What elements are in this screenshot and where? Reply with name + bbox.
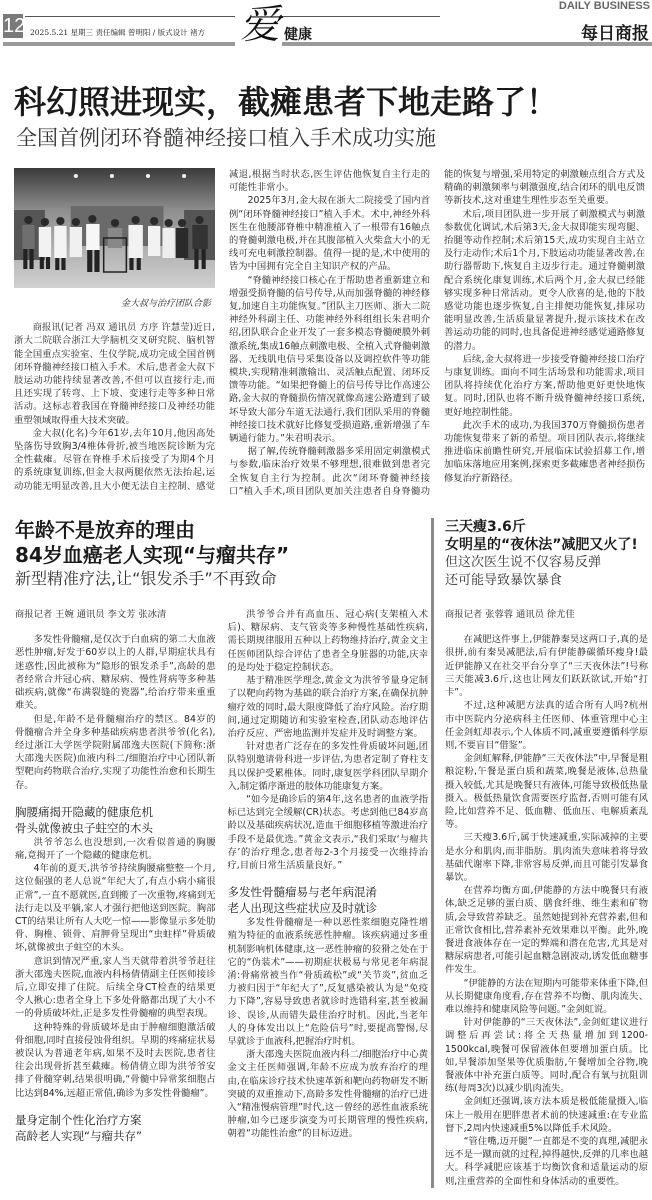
paragraph: 后续,金大叔将进一步接受脊髓神经接口治疗与康复训练。面向不同生活场景和功能需求,项目团队将持续优化治疗方案,帮助他更好更快地恢复。同时,团队也将不断升级脊髓神经接口系统,更好地控制性能。 (444, 353, 645, 418)
paragraph: 浙大邵逸夫医院血液内科二/细胞治疗中心黄金文主任医师强调,年龄不应成为放弃治疗的理由,在临床诊疗技术快速革新和靶向药物研发不断突破的双重推动下,高龄多发性骨髓瘤的治疗已进入“精准慢病管理”时代,这一曾经的恶性血液系统肿瘤,如今已逐步演变为可长期管理的慢性疾病,朝着“功能性治愈”的目标迈进。 (227, 1049, 428, 1140)
article2 (15, 518, 428, 1188)
photo-caption: 金大叔与治疗团队合影 (120, 299, 211, 309)
article3 (445, 518, 648, 1188)
paragraph: “管住嘴,迈开腿”一直都是不变的真理,减肥永远不是一蹴而就的过程,掉得越快,反弹的几率也越大。科学减肥应该基于均衡饮食和适量运动的原则,注重营养的全面性和身体活动的重要性。 (445, 1136, 648, 1187)
byline: 商报记者 张蓉蓉 通讯员 徐尤佳 (445, 609, 575, 621)
lower-section (0, 498, 652, 1200)
paragraph: 洪爷爷合并有高血压、冠心病(支架植入术后)、糖尿病、支气管炎等多种慢性基础性疾病,需长期规律服用五种以上药物维持治疗,黄金文主任医师团队综合评估了患者全身脏器的功能,庆幸的是均处于稳定控制状态。 (227, 609, 428, 673)
article2-headline-line2: 84岁血癌老人实现“与瘤共存” (15, 543, 290, 568)
article3-subheadline-line2: 还可能导致暴饮暴食 (445, 573, 563, 589)
paragraph: 多发性骨髓瘤是一种以恶性浆细胞克隆性增殖为特征的血液系统恶性肿瘤。该疾病通过多重机制影响机体健康,这一恶性肿瘤的狡猾之处在于它的“伪装术”——初期症状极易与常见老年病混淆:骨痛常被当作“骨质疏松”或“关节炎”,贫血乏力被归因于“年纪大了”,反复感染被认为是“免疫力下降”,容易导致患者就诊时选错科室,甚至被漏诊、误诊,从而错失最佳治疗时机。因此,当老年人的身体发出以上“危险信号”时,要提高警惕,尽早就诊于血液科,把握治疗时机。 (227, 917, 428, 1047)
page-number: 12 (3, 15, 26, 37)
subheading: 多发性骨髓瘤易与老年病混淆 (227, 885, 377, 900)
paragraph: 针对患者广泛存在的多发性骨质破坏问题,团队特别邀请骨科进一步评估,为患者定制了脊柱支具以保护受累椎体。同时,康复医学科团队早期介入,制定循序渐进的肢体功能康复方案。 (227, 741, 428, 792)
paragraph: “伊能静的方法在短期内可能带来体重下降,但从长期健康角度看,存在营养不均衡、肌肉流失、难以维持和健康风险等问题。”金剑虹说。 (445, 977, 649, 1015)
header-rule (282, 16, 440, 17)
section-name: 健康 (284, 27, 312, 43)
paragraph: 但是,年龄不是骨髓瘤治疗的禁区。84岁的骨髓瘤合并全身多种基础疾病患者洪爷爷(化名),经过浙江大学医学院附属邵逸夫医院(下简称:浙大邵逸夫医院)血液内科二/细胞治疗中心团队新型靶向药物联合治疗,实现了功能性治愈和长期生存。 (15, 713, 216, 791)
article1-subheadline: 全国首例闭环脊髓神经接口植入手术成功实施 (16, 126, 436, 150)
column-divider (431, 518, 434, 1188)
article2-headline-line1: 年龄不是放弃的理由 (15, 518, 195, 543)
paragraph: 多发性骨髓瘤,是仅次于白血病的第二大血液恶性肿瘤,好发于60岁以上的人群,早期症状具有迷惑性,因此被称为“隐形的银发杀手”,高龄的患者经常合并冠心病、糖尿病、慢性肾病等多种基础疾病,就像“布满裂缝的瓷器”,给治疗带来重重难关。 (15, 634, 216, 712)
header-rule (25, 16, 235, 17)
dateline: 2025.5.21 星期三 责任编辑 曾明阳 / 版式设计 褚方 (30, 28, 206, 37)
article3-headline-line1: 三天瘦3.6斤 (445, 519, 526, 536)
paragraph: 针对伊能静的“三天夜休法”,金剑虹建议进行调整后再尝试:将全天热量增加到1200-1500kcal,晚餐可保留液体但要增加蛋白质。比如,早餐添加坚果等优质脂肪,午餐增加全谷物,晚餐液体中补充蛋白质等。同时,配合有氧与抗阻训练(每周3次)以减少肌肉流失。 (445, 1017, 648, 1095)
paragraph: 此次手术的成功,为我国370万脊髓损伤患者功能恢复带来了新的希望。项目团队表示,将继续推进临床前瞻性研究,开展临床试验招募工作,增加临床落地应用案例,探索更多截瘫患者神经损伤修复治疗新路径。 (444, 419, 645, 484)
paragraph: 这种特殊的骨质破坏是由于肿瘤细胞激活破骨细胞,同时直接侵蚀骨组织。早期的疼痛症状易被误认为普通老年病,如果不及时去医院,患者往往会出现骨折甚至截瘫。杨倩倩立即为洪爷爷安排了骨髓穿刺,结果很明确,“骨髓中异常浆细胞占比达到84%,远超正常值,确诊为多发性骨髓瘤”。 (15, 1021, 216, 1099)
article1 (0, 56, 652, 498)
subheading: 量身定制个性化治疗方案 (15, 1112, 142, 1127)
paragraph: 金剑虹还强调,该方法本质是极低能量摄入,临床上一般用在肥胖患者术前的快速减重:在专业监督下,2周内快速减重5%以降低手术风险。 (445, 1096, 648, 1134)
paragraph: 术后,项目团队进一步开展了刺激模式与刺激参数优化调试,术后第3天,金大叔即能实现弯腿、抬腿等动作控制;术后第15天,成功实现自主站立及行走动作;术后1个月,下肢运动功能显著改善,在助行器帮助下,恢复自主迈步行走。通过脊髓刺激配合系统化康复训练,术后两个月,金大叔已经能够实现多种日常活动。更令人欣喜的是,他的下肢感觉功能也逐步恢复,自主排便功能恢复,排尿功能明显改善,生活质量显著提升,提示该技术在改善运动功能的同时,也具备促进神经感觉通路修复的潜力。 (444, 208, 645, 352)
section-logo-mark: 爱 (240, 2, 280, 48)
paragraph: “如今是确诊后的第4年,这名患者的血液学指标已达到完全缓解(CR)状态。考虑到他已84岁高龄以及基础疾病状况,造血干细胞移植等激进治疗手段不是最优选。”黄金文表示,“我们采取‘与瘤共存’的治疗理念,患者每2-3个月接受一次维持治疗,目前日常生活质量良好。” (227, 793, 428, 871)
paragraph: 意识到情况严重,家人当天就带着洪爷爷赶往浙大邵逸夫医院,血液内科杨倩倩副主任医师接诊后,立即安排了住院。后续全身CT检查的结果更令人揪心:患者全身上下多处骨骼都出现了大小不一的骨质破坏灶,正是多发性骨髓瘤的典型表现。 (15, 955, 216, 1020)
paragraph: 金剑虹解释,伊能静“三天夜休法”中,早餐是粗粮淀粉,午餐是蛋白质和蔬菜,晚餐是液体,总热量摄入较低,尤其是晚餐只有液体,可能导致极低热量摄入。极低热量饮食需要医疗监督,否则可能有风险,比如营养不足、低血糖、低血压、电解质紊乱等。 (445, 753, 648, 831)
paragraph: 商报讯(记者 冯双 通讯员 方序 许慧莹)近日,浙大二院联合浙江大学脑机交叉研究院、脑机智能全国重点实验室、生仪学院,成功完成全国首例闭环脊髓神经接口植入手术。术后,患者金大叔下肢运动功能持续显著改善,不但可以直接行走,而且还实现了转弯、上下坡、变速行走等多种日常活动。这标志着我国在脊髓神经接口及神经功能重塑领域取得重大技术突破。 (14, 322, 215, 426)
team-group-photo (14, 168, 215, 288)
paragraph: 不过,这种减肥方法真的适合所有人吗?杭州市中医院内分泌病科主任医师、体重管理中心主任金剑虹却表示,个人体质不同,减重要遵循科学原则,不要盲目“借鉴”。 (445, 700, 648, 751)
paragraph: 在营养均衡方面,伊能静的方法中晚餐只有液体,缺乏足够的蛋白质、膳食纤维、维生素和矿物质,会导致营养缺乏。虽然她提到补充营养素,但和正常饮食相比,营养素补充效果难以平衡。此外,晚餐进食液体存在一定的弊端和潜在危害,尤其是对糖尿病患者,可能引起血糖急剧波动,诱发低血糖事件发生。 (445, 885, 648, 976)
header-bar (3, 42, 235, 46)
article1-headline: 科幻照进现实，截瘫患者下地走路了！ (14, 83, 559, 121)
byline: 商报记者 王婉 通讯员 李文芳 张冰清 (15, 609, 167, 621)
article3-headline-line2: 女明星的“夜休法”减肥又火了! (445, 537, 638, 554)
brand-english: DAILY BUSINESS (558, 0, 650, 12)
paragraph: 基于精准医学理念,黄金文为洪爷爷量身定制了以靶向药物为基础的联合治疗方案,在确保抗肿瘤疗效的同时,最大限度降低了治疗风险。治疗期间,通过定期随访和实验室检查,团队动态地评估治疗反应、严密地监测并发症并及时调整方案。 (227, 675, 428, 739)
paragraph: 在减肥这件事上,伊能静秦昊这两口子,真的是很拼,前有秦昊减肥法,后有伊能静碳循环瘦身!最近伊能静又在社交平台分享了“三天夜休法”!号称三天能减3.6斤,这也让网友们跃跃欲试,开始“打卡”。 (445, 634, 648, 699)
article2-body (15, 608, 428, 1144)
subheading: 高龄老人实现“与瘤共存” (15, 1128, 142, 1143)
masthead (0, 0, 652, 56)
paragraph: 金大叔(化名)今年61岁,去年10月,他因高处坠落伤导致胸3/4椎体骨折,被当地医院诊断为完全性截瘫。尽管在脊椎手术后接受了为期4个月的系统康复训练,但金大叔两腿依然无法抬起,运动功能无明显改善,且大小便无法自主控制、感觉减退,根据当时状态,医生评估他恢复自主行走的可能性非常小。 (14, 169, 430, 492)
article2-subheadline: 新型精准疗法,让“银发杀手”不再致命 (15, 569, 277, 589)
article1-body (14, 168, 645, 498)
article3-body (445, 608, 648, 1188)
subheading: 老人出现这些症状应及时就诊 (227, 901, 377, 916)
paragraph: “脊髓神经接口核心在于帮助患者重新建立和增强受损脊髓的信号传导,从而加强脊髓的神经修复,加速自主功能恢复。”团队主刀医师、浙大二院神经外科副主任、功能神经外科组组长朱君明介绍,团队联合企业开发了一套多模态脊髓硬膜外刺激系统,集成16触点刺激电极、全植入式脊髓刺激器、无线肌电信号采集设备以及调控软件等功能模块,实现精准刺激输出、灵活触点配置、闭环反馈等功能。“如果把脊髓上的信号传导比作高速公路,金大叔的脊髓损伤情况就像高速公路遭到了破坏导致大部分车道无法通行,我们团队采用的脊髓神经接口技术就好比修复受损道路,重新增强了车辆通行能力。”朱君明表示。 (229, 274, 430, 445)
paragraph: 三天瘦3.6斤,属于快速减重,实际减掉的主要是水分和肌肉,而非脂肪。肌肉流失意味着将导致基础代谢率下降,非常容易反弹,而且可能引发暴食暴饮。 (445, 832, 648, 883)
brand-logo: 每日商报 (581, 24, 649, 44)
paragraph: 4年前的夏天,洪爷爷持续胸腰痛整整一个月,这位倔强的老人总说“年纪大了,有点小病小痛很正常”,一直不愿就医,直到搬了一次重物,疼痛到无法行走以及平躺,家人才强行把他送到医院。胸部CT的结果让所有人大吃一惊——影像显示多处肋骨、胸椎、锁骨、肩胛骨呈现出“虫蛀样”骨质破坏,就像被虫子蛀空的木头。 (15, 863, 216, 954)
paragraph: 据了解,传统脊髓刺激器多采用固定刺激模式与参数,临床治疗效果不够理想,很难做到患者完全恢复自主行为控制。此次“闭环脊髓神经接口”植入手术,项目团队更加关注患者自身脊髓功能的恢复与增强,采用特定的刺激触点组合方式及精确的刺激频率与刺激强度,结合闭环的肌电反馈等新技术,这对重建生理性步态至关重要。 (229, 169, 645, 497)
article3-subheadline-line1: 但这次医生说不仅容易反弹 (445, 555, 602, 571)
paragraph: 2025年3月,金大叔在浙大二院接受了国内首例“闭环脊髓神经接口”植入手术。术中,神经外科医生在他腰部脊椎中精准植入了一根带有16触点的脊髓刺激电极,并在其腹部植入火柴盒大小的无线可充电刺激控制器。值得一提的是,术中使用的皆为中国拥有完全自主知识产权的产品。 (229, 195, 430, 273)
subheading: 骨头就像被虫子蛀空的木头 (15, 820, 153, 835)
paragraph: 洪爷爷怎么也没想到,一次看似普通的胸腰痛,竟揭开了一个隐藏的健康危机。 (15, 836, 216, 861)
subheading: 胸腰痛揭开隐藏的健康危机 (15, 804, 153, 819)
